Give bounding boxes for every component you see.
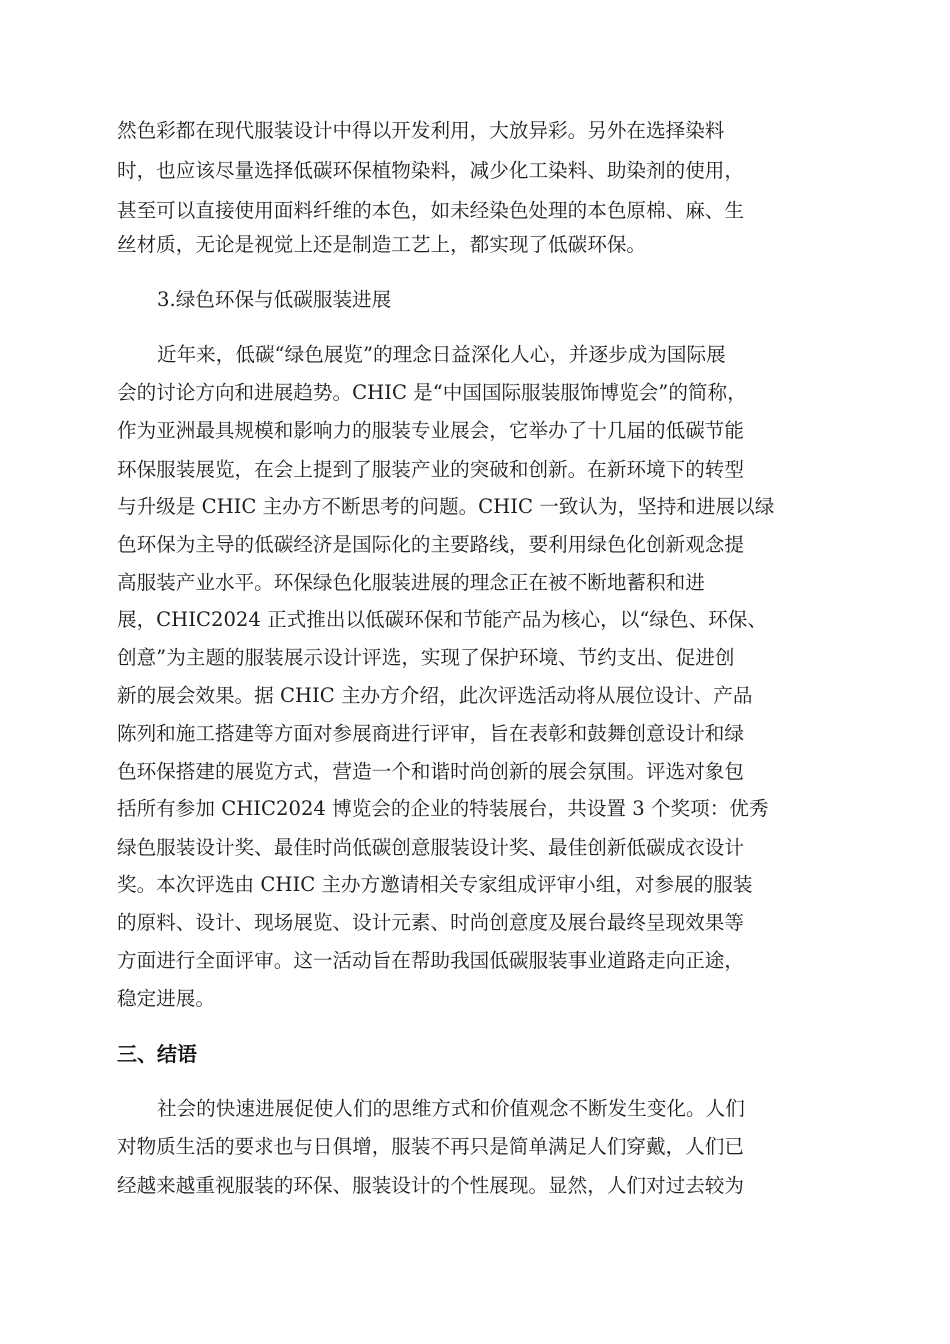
paragraph-1-line-2: 时，也应该尽量选择低碳环保植物染料，减少化工染料、助染剂的使用， bbox=[117, 159, 744, 182]
paragraph-2-line-9: 创意”为主题的服装展示设计评选，实现了保护环境、节约支出、促进创 bbox=[117, 646, 735, 669]
paragraph-2-line-5: 与升级是 CHIC 主办方不断思考的问题。CHIC 一致认为，坚持和进展以绿 bbox=[117, 495, 775, 518]
paragraph-2-line-8: 展，CHIC2024 正式推出以低碳环保和节能产品为核心，以“绿色、环保、 bbox=[117, 608, 767, 631]
paragraph-2-line-7: 高服装产业水平。环保绿色化服装进展的理念正在被不断地蓄积和进 bbox=[117, 571, 705, 594]
paragraph-2-line-13: 括所有参加 CHIC2024 博览会的企业的特装展台，共设置 3 个奖项：优秀 bbox=[117, 797, 769, 820]
paragraph-2-line-17: 方面进行全面评审。这一活动旨在帮助我国低碳服装事业道路走向正途， bbox=[117, 949, 744, 972]
paragraph-1-line-1: 然色彩都在现代服装设计中得以开发利用，大放异彩。另外在选择染料 bbox=[117, 119, 725, 142]
paragraph-2-line-10: 新的展会效果。据 CHIC 主办方介绍，此次评选活动将从展位设计、产品 bbox=[117, 684, 753, 707]
paragraph-2-line-4: 环保服装展览，在会上提到了服装产业的突破和创新。在新环境下的转型 bbox=[117, 458, 744, 481]
paragraph-2-line-14: 绿色服装设计奖、最佳时尚低碳创意服装设计奖、最佳创新低碳成衣设计 bbox=[117, 836, 744, 859]
paragraph-2-line-2: 会的讨论方向和进展趋势。CHIC 是“中国国际服装服饰博览会”的简称， bbox=[117, 381, 747, 404]
paragraph-1-line-4: 丝材质，无论是视觉上还是制造工艺上，都实现了低碳环保。 bbox=[117, 233, 647, 256]
paragraph-2-line-11: 陈列和施工搭建等方面对参展商进行评审，旨在表彰和鼓舞创意设计和绿 bbox=[117, 722, 744, 745]
paragraph-1-line-3: 甚至可以直接使用面料纤维的本色，如未经染色处理的本色原棉、麻、生 bbox=[117, 199, 744, 222]
paragraph-3-line-1: 社会的快速进展促使人们的思维方式和价值观念不断发生变化。人们 bbox=[157, 1097, 745, 1120]
paragraph-3-line-2: 对物质生活的要求也与日俱增，服装不再只是简单满足人们穿戴，人们已 bbox=[117, 1135, 744, 1158]
subheading: 3.绿色环保与低碳服装进展 bbox=[157, 288, 392, 311]
paragraph-3-line-3: 经越来越重视服装的环保、服装设计的个性展现。显然，人们对过去较为 bbox=[117, 1174, 744, 1197]
paragraph-2-line-3: 作为亚洲最具规模和影响力的服装专业展会，它举办了十几届的低碳节能 bbox=[117, 419, 744, 442]
paragraph-2-line-6: 色环保为主导的低碳经济是国际化的主要路线，要利用绿色化创新观念提 bbox=[117, 533, 744, 556]
paragraph-2-line-18: 稳定进展。 bbox=[117, 987, 215, 1010]
paragraph-2-line-12: 色环保搭建的展览方式，营造一个和谐时尚创新的展会氛围。评选对象包 bbox=[117, 760, 744, 783]
paragraph-2-line-1: 近年来，低碳“绿色展览”的理念日益深化人心，并逐步成为国际展 bbox=[157, 343, 726, 366]
paragraph-2-line-15: 奖。本次评选由 CHIC 主办方邀请相关专家组成评审小组，对参展的服装 bbox=[117, 873, 753, 896]
section-heading: 三、结语 bbox=[117, 1042, 197, 1066]
paragraph-2-line-16: 的原料、设计、现场展览、设计元素、时尚创意度及展台最终呈现效果等 bbox=[117, 911, 744, 934]
